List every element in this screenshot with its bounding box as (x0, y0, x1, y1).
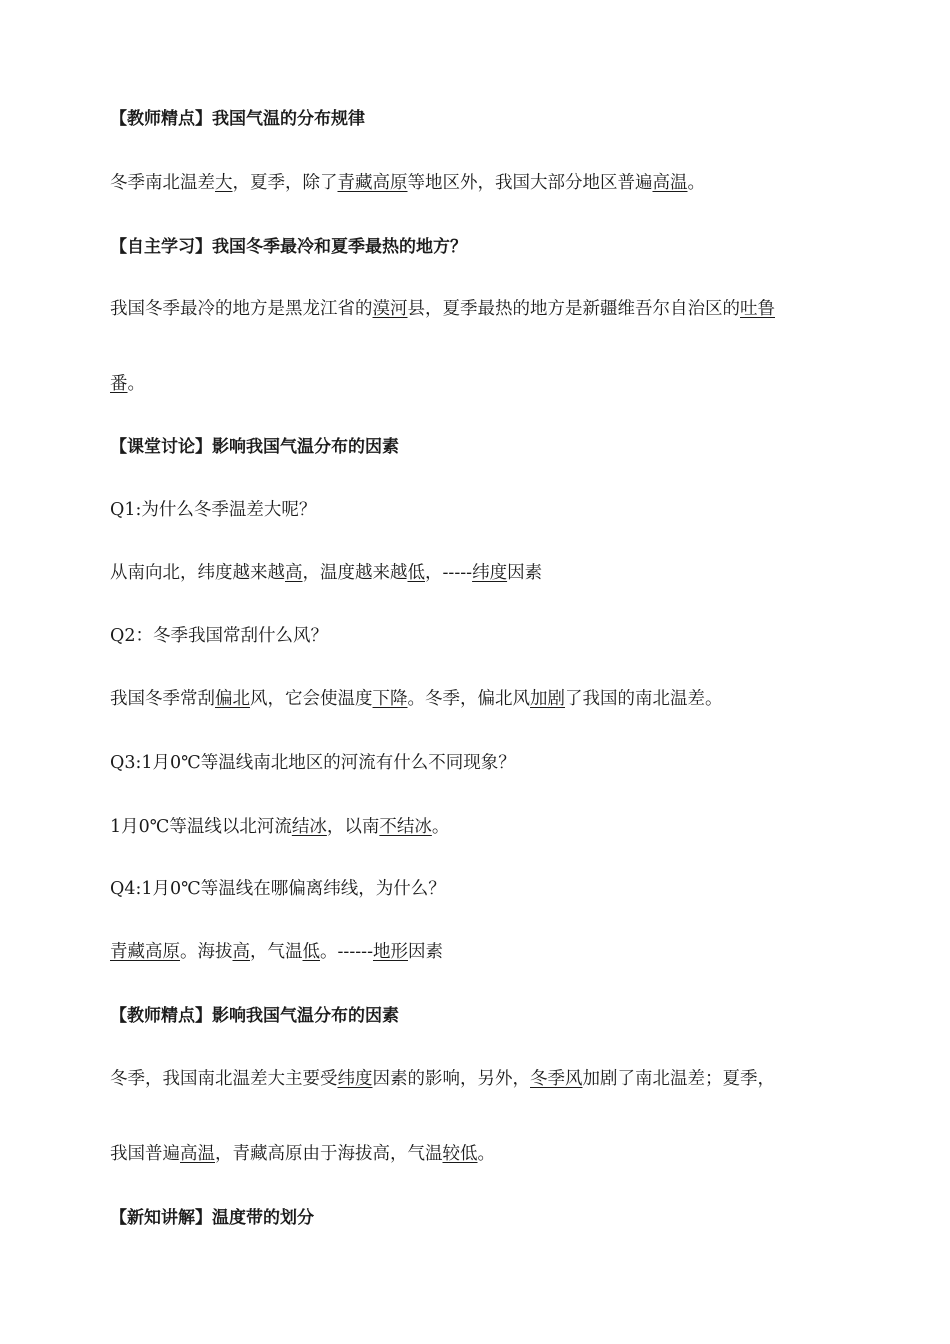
answer-blank: 偏北 (215, 689, 250, 709)
answer-blank: 高温 (180, 1144, 215, 1164)
answer-blank: 纬度 (472, 563, 508, 583)
question-line: Q3:1月0℃等温线南北地区的河流有什么不同现象？ (110, 753, 516, 773)
paragraph-line: 冬季，我国南北温差大主要受纬度因素的影响，另外，冬季风加剧了南北温差；夏季， (110, 1069, 775, 1089)
answer-blank: 较低 (442, 1144, 478, 1164)
paragraph-line: 1月0℃等温线以北河流结冰，以南不结冰。 (110, 817, 450, 837)
answer-blank: 高温 (652, 173, 688, 193)
paragraph-line: 我国普遍高温，青藏高原由于海拔高，气温较低。 (110, 1144, 495, 1164)
paragraph-line: 冬季南北温差大，夏季，除了青藏高原等地区外，我国大部分地区普遍高温。 (110, 173, 705, 193)
answer-blank: 冬季风 (530, 1069, 583, 1089)
section-heading: 【自主学习】我国冬季最冷和夏季最热的地方？ (110, 237, 467, 257)
answer-blank: 低 (302, 942, 320, 962)
answer-blank: 高 (285, 563, 303, 583)
answer-blank: 地形 (372, 942, 408, 962)
paragraph-line: 我国冬季最冷的地方是黑龙江省的漠河县，夏季最热的地方是新疆维吾尔自治区的吐鲁 (110, 299, 775, 319)
answer-blank: 下降 (372, 689, 408, 709)
section-heading: 【新知讲解】温度带的划分 (110, 1208, 314, 1228)
answer-blank: 低 (407, 563, 425, 583)
section-heading: 【教师精点】我国气温的分布规律 (110, 109, 365, 129)
answer-blank: 青藏高原 (110, 942, 180, 962)
answer-blank: 不结冰 (379, 817, 432, 837)
question-line: Q4:1月0℃等温线在哪偏离纬线，为什么？ (110, 879, 446, 899)
section-heading: 【教师精点】影响我国气温分布的因素 (110, 1006, 399, 1026)
answer-blank: 高 (232, 942, 250, 962)
answer-blank: 结冰 (291, 817, 327, 837)
answer-blank: 吐鲁 (740, 299, 775, 319)
section-heading: 【课堂讨论】影响我国气温分布的因素 (110, 437, 399, 457)
question-line: Q2：冬季我国常刮什么风？ (110, 626, 328, 646)
answer-blank: 大 (215, 173, 233, 193)
paragraph-line: 从南向北，纬度越来越高，温度越来越低，-----纬度因素 (110, 563, 543, 583)
paragraph-line: 番。 (110, 374, 145, 394)
answer-blank: 纬度 (337, 1069, 373, 1089)
paragraph-line: 青藏高原。海拔高，气温低。------地形因素 (110, 942, 443, 962)
paragraph-line: 我国冬季常刮偏北风，它会使温度下降。冬季，偏北风加剧了我国的南北温差。 (110, 689, 723, 709)
answer-blank: 漠河 (372, 299, 408, 319)
answer-blank: 加剧 (530, 689, 565, 709)
question-line: Q1:为什么冬季温差大呢？ (110, 500, 317, 520)
answer-blank: 番 (110, 374, 128, 394)
answer-blank: 青藏高原 (337, 173, 408, 193)
